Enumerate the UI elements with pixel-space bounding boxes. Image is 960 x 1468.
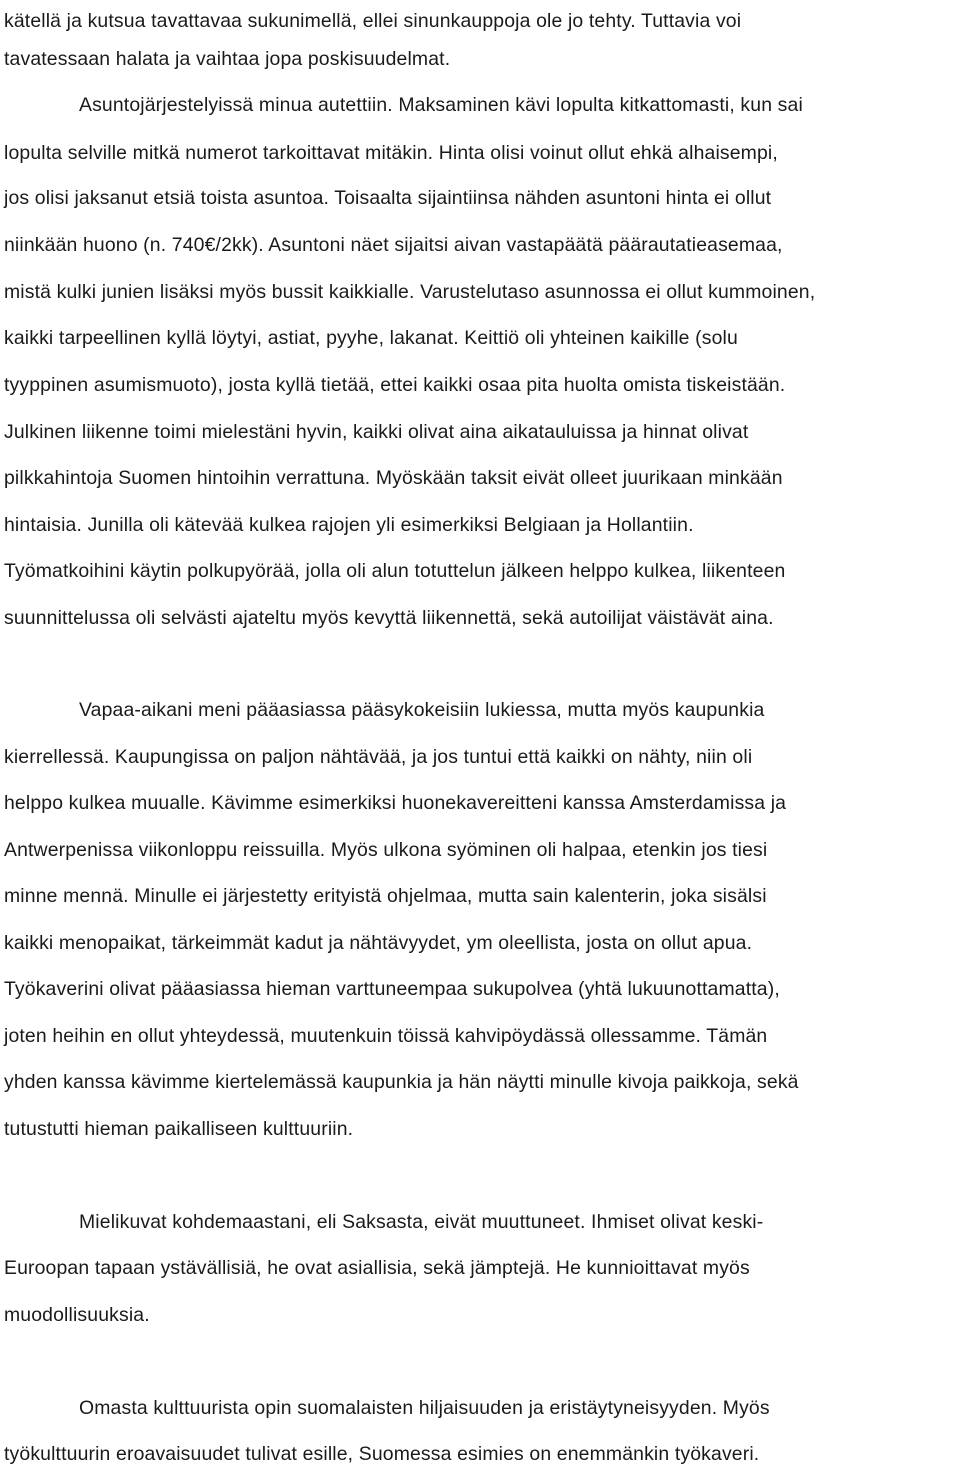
text-line: työkulttuurin eroavaisuudet tulivat esille, Suomessa esimies on enemmänkin työkaveri.: [4, 1443, 760, 1465]
text-line: hintaisia. Junilla oli kätevää kulkea rajojen yli esimerkiksi Belgiaan ja Hollantiin.: [4, 514, 694, 536]
text-line: pilkkahintoja Suomen hintoihin verrattuna. Myöskään taksit eivät olleet juurikaan minkään: [4, 467, 783, 489]
text-line: Työmatkoihini käytin polkupyörää, jolla oli alun totuttelun jälkeen helppo kulkea, liikenteen: [4, 560, 786, 582]
text-line: tavatessaan halata ja vaihtaa jopa poskisuudelmat.: [4, 48, 451, 70]
text-line: Euroopan tapaan ystävällisiä, he ovat asiallisia, sekä jämptejä. He kunnioittavat myös: [4, 1257, 750, 1279]
text-line: jos olisi jaksanut etsiä toista asuntoa. Toisaalta sijaintiinsa nähden asuntoni hinta ei ollut: [4, 187, 772, 209]
text-line: Työkaverini olivat pääasiassa hieman varttuneempaa sukupolvea (yhtä lukuunottamatta),: [4, 978, 780, 1000]
text-line: kaikki menopaikat, tärkeimmät kadut ja nähtävyydet, ym oleellista, josta on ollut apua.: [4, 932, 753, 954]
text-line: Antwerpenissa viikonloppu reissuilla. Myös ulkona syöminen oli halpaa, etenkin jos tiesi: [4, 839, 768, 861]
text-line: Vapaa-aikani meni pääasiassa pääsykokeisiin lukiessa, mutta myös kaupunkia: [79, 699, 765, 721]
text-line: yhden kanssa kävimme kiertelemässä kaupunkia ja hän näytti minulle kivoja paikkoja, sekä: [4, 1071, 799, 1093]
text-line: Mielikuvat kohdemaastani, eli Saksasta, eivät muuttuneet. Ihmiset olivat keski-: [79, 1211, 764, 1233]
text-line: tyyppinen asumismuoto), josta kyllä tietää, ettei kaikki osaa pita huolta omista tiskeistään.: [4, 374, 786, 396]
text-line: niinkään huono (n. 740€/2kk). Asuntoni näet sijaitsi aivan vastapäätä päärautatieasemaa,: [4, 234, 783, 256]
text-line: Julkinen liikenne toimi mielestäni hyvin, kaikki olivat aina aikatauluissa ja hinnat olivat: [4, 421, 749, 443]
text-line: tutustutti hieman paikalliseen kulttuuriin.: [4, 1118, 354, 1140]
text-line: kaikki tarpeellinen kyllä löytyi, astiat, pyyhe, lakanat. Keittiö oli yhteinen kaikille (solu: [4, 327, 738, 349]
text-line: suunnittelussa oli selvästi ajateltu myös kevyttä liikennettä, sekä autoilijat väistävät aina.: [4, 607, 774, 629]
text-line: mistä kulki junien lisäksi myös bussit kaikkialle. Varustelutaso asunnossa ei ollut kummoinen,: [4, 281, 816, 303]
text-line: lopulta selville mitkä numerot tarkoittavat mitäkin. Hinta olisi voinut ollut ehkä alhaisempi,: [4, 142, 778, 164]
text-line: muodollisuuksia.: [4, 1304, 150, 1326]
text-line: kätellä ja kutsua tavattavaa sukunimellä, ellei sinunkauppoja ole jo tehty. Tuttavia voi: [4, 10, 742, 32]
text-line: kierrellessä. Kaupungissa on paljon nähtävää, ja jos tuntui että kaikki on nähty, niin oli: [4, 746, 753, 768]
text-line: joten heihin en ollut yhteydessä, muutenkuin töissä kahvipöydässä ollessamme. Tämän: [4, 1025, 768, 1047]
text-line: helppo kulkea muualle. Kävimme esimerkiksi huonekavereitteni kanssa Amsterdamissa ja: [4, 792, 787, 814]
text-line: minne mennä. Minulle ei järjestetty erityistä ohjelmaa, mutta sain kalenterin, joka sisälsi: [4, 885, 767, 907]
text-line: Omasta kulttuurista opin suomalaisten hiljaisuuden ja eristäytyneisyyden. Myös: [79, 1397, 770, 1419]
text-line: Asuntojärjestelyissä minua autettiin. Maksaminen kävi lopulta kitkattomasti, kun sai: [79, 94, 803, 116]
